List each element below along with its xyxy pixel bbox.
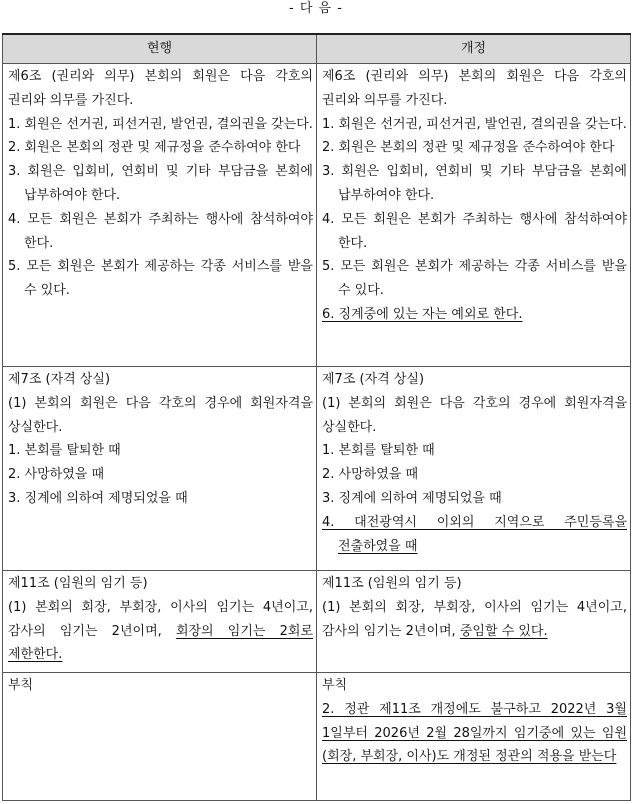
article-heading: 제7조 (자격 상실)	[8, 372, 111, 387]
list-item: 2. 사망하였을 때	[322, 467, 419, 483]
list-item: 1. 회원은 선거권, 피선거권, 발언권, 결의권을 갖는다.	[322, 116, 627, 132]
article-11-row	[3, 571, 631, 673]
column-header-current: 현행	[3, 34, 317, 64]
document-title: - 다 음 -	[289, 1, 343, 16]
article-paragraph: (1) 본회의 회원은 다음 각호의 경우에 회원자격을 상실한다.	[322, 395, 627, 435]
list-item: 2. 사망하였을 때	[8, 467, 105, 483]
article-heading: 제7조 (자격 상실)	[322, 372, 425, 387]
added-item-underlined: 2. 정관 제11조 개정에도 불구하고 2022년 3월 1일부터 2026년 2월 28일까지 임기중에 있는 임원(회장, 부회장, 이사)도 개정된 정관의 적용을 받는다	[322, 701, 627, 765]
list-item: 2. 회원은 본회의 정관 및 제규정을 준수하여야 한다	[8, 140, 301, 156]
supplementary-row	[3, 673, 631, 801]
list-item: 4. 모든 회원은 본회가 주최하는 행사에 참석하여야 한다.	[322, 211, 627, 251]
article-heading: 제11조 (임원의 임기 등)	[8, 576, 148, 591]
column-header-revised: 개정	[317, 34, 631, 64]
header-row	[3, 34, 631, 64]
article-7-revised	[317, 367, 631, 571]
list-item: 1. 본회를 탈퇴한 때	[322, 443, 435, 459]
supplementary-revised	[317, 673, 631, 801]
changed-text-underlined: 중임할 수 있다.	[459, 623, 548, 639]
list-item: 3. 징계에 의하여 제명되었을 때	[322, 490, 502, 506]
list-item: 4. 모든 회원은 본회가 주최하는 행사에 참석하여야 한다.	[8, 211, 313, 251]
article-7-row	[3, 367, 631, 571]
article-paragraph: (1) 본회의 회원은 다음 각호의 경우에 회원자격을 상실한다.	[8, 395, 313, 435]
list-item: 5. 모든 회원은 본회가 제공하는 각종 서비스를 받을 수 있다.	[322, 259, 627, 299]
article-6-revised	[317, 64, 631, 367]
list-item: 3. 회원은 입회비, 연회비 및 기타 부담금을 본회에 납부하여야 한다.	[322, 164, 627, 203]
article-paragraph: (1) 본회의 회장, 부회장, 이사의 임기는 4년이고, 감사의 임기는 2년이며,	[322, 599, 627, 639]
list-item: 1. 본회를 탈퇴한 때	[8, 443, 121, 459]
comparison-table	[2, 33, 631, 801]
article-11-revised	[317, 571, 631, 673]
supplementary-current	[3, 673, 317, 801]
added-item-underlined: 6. 징계중에 있는 자는 예외로 한다.	[322, 306, 523, 322]
article-heading: 제6조 (권리와 의무) 본회의 회원은 다음 각호의 권리와 의무를 가진다.	[322, 69, 627, 108]
article-paragraph: (1) 본회의 회장, 부회장, 이사의 임기는 4년이고, 감사의 임기는 2년이며,	[8, 599, 313, 639]
article-6-row	[3, 64, 631, 367]
changed-text-underlined: 회장의 임기는 2회로 제한한다.	[8, 623, 314, 663]
list-item: 3. 회원은 입회비, 연회비 및 기타 부담금을 본회에 납부하여야 한다.	[8, 164, 313, 203]
article-heading: 제11조 (임원의 임기 등)	[322, 576, 462, 591]
article-heading: 부칙	[8, 678, 34, 693]
article-7-current	[3, 367, 317, 571]
article-11-current	[3, 571, 317, 673]
list-item: 5. 모든 회원은 본회가 제공하는 각종 서비스를 받을 수 있다.	[8, 259, 313, 299]
article-heading: 부칙	[322, 678, 348, 693]
list-item: 3. 징계에 의하여 제명되었을 때	[8, 490, 188, 506]
list-item: 2. 회원은 본회의 정관 및 제규정을 준수하여야 한다	[322, 140, 615, 156]
list-item: 1. 회원은 선거권, 피선거권, 발언권, 결의권을 갖는다.	[8, 116, 313, 132]
article-heading: 제6조 (권리와 의무) 본회의 회원은 다음 각호의 권리와 의무를 가진다.	[8, 69, 313, 108]
article-6-current	[3, 64, 317, 367]
added-item-underlined: 4. 대전광역시 이외의 지역으로 주민등록을 전출하였을 때	[322, 514, 627, 554]
